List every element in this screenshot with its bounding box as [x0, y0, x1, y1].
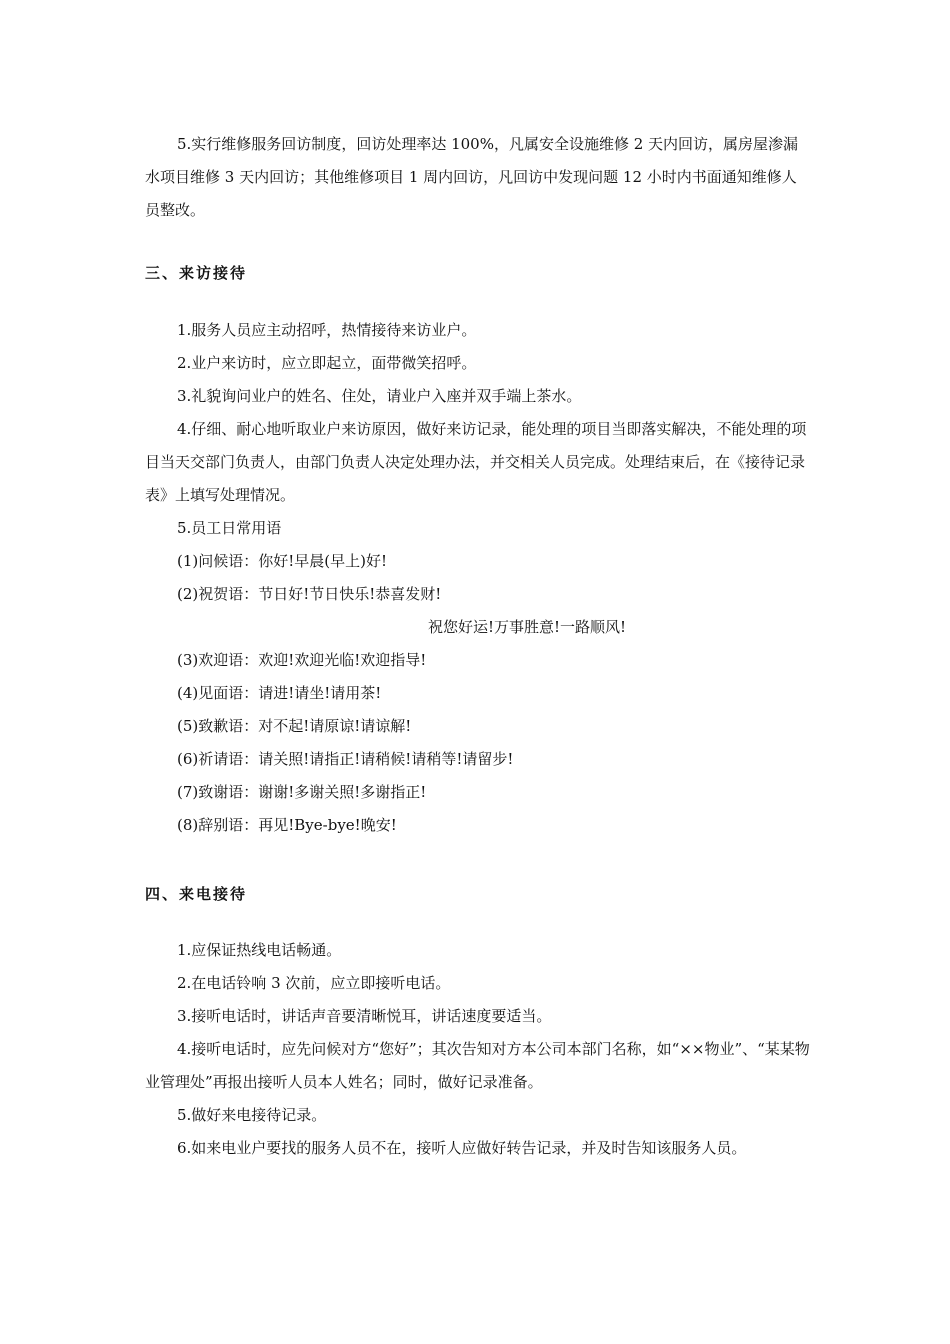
phrase-line-continued: 祝您好运!万事胜意!一路顺风!: [428, 618, 627, 636]
list-item: 2.业户来访时，应立即起立，面带微笑招呼。: [177, 354, 477, 372]
phrase-line: (3)欢迎语：欢迎!欢迎光临!欢迎指导!: [177, 651, 427, 669]
list-item: 4.仔细、耐心地听取业户来访原因，做好来访记录，能处理的项目当即落实解决，不能处理的项目当天交部门负责人，由部门负责人决定处理办法，并交相关人员完成。处理结束后，在《接待记录表》上填写处理情况。: [145, 420, 807, 504]
phrase-line: (5)致歉语：对不起!请原谅!请谅解!: [177, 717, 412, 735]
phrase-line: (7)致谢语：谢谢!多谢关照!多谢指正!: [177, 783, 427, 801]
phrase-line: (1)问候语：你好!早晨(早上)好!: [177, 552, 388, 570]
prev-section-item-5: [145, 128, 810, 227]
section-3-heading: 三、来访接待: [145, 264, 248, 282]
list-item: 4.接听电话时，应先问候对方“您好”；其次告知对方本公司本部门名称，如“××物业”、“某某物业管理处”再报出接听人员本人姓名；同时，做好记录准备。: [145, 1040, 810, 1091]
list-item: 3.接听电话时，讲话声音要清晰悦耳，讲话速度要适当。: [177, 1007, 552, 1025]
list-item: 6.如来电业户要找的服务人员不在，接听人应做好转告记录，并及时告知该服务人员。: [177, 1139, 747, 1157]
paragraph: 5.实行维修服务回访制度，回访处理率达 100%，凡属安全设施维修 2 天内回访，属房屋渗漏水项目维修 3 天内回访；其他维修项目 1 周内回访，凡回访中发现问题 12 小时内书面通知维修人员整改。: [145, 135, 799, 219]
list-item: 1.服务人员应主动招呼，热情接待来访业户。: [177, 321, 477, 339]
list-item: 5.做好来电接待记录。: [177, 1106, 327, 1124]
list-item: 3.礼貌询问业户的姓名、住处，请业户入座并双手端上茶水。: [177, 387, 582, 405]
phrase-line: (6)祈请语：请关照!请指正!请稍候!请稍等!请留步!: [177, 750, 514, 768]
phrase-line: (4)见面语：请进!请坐!请用茶!: [177, 684, 382, 702]
section-3-body: [145, 314, 810, 842]
list-item: 5.员工日常用语: [177, 519, 282, 537]
phrase-line: (8)辞别语：再见!Bye-bye!晚安!: [177, 816, 397, 834]
list-item: 1.应保证热线电话畅通。: [177, 941, 342, 959]
section-4-heading: 四、来电接待: [145, 885, 248, 903]
list-item: 2.在电话铃响 3 次前，应立即接听电话。: [177, 974, 451, 992]
section-4-body: [145, 934, 810, 1165]
phrase-line: (2)祝贺语：节日好!节日快乐!恭喜发财!: [177, 585, 442, 603]
